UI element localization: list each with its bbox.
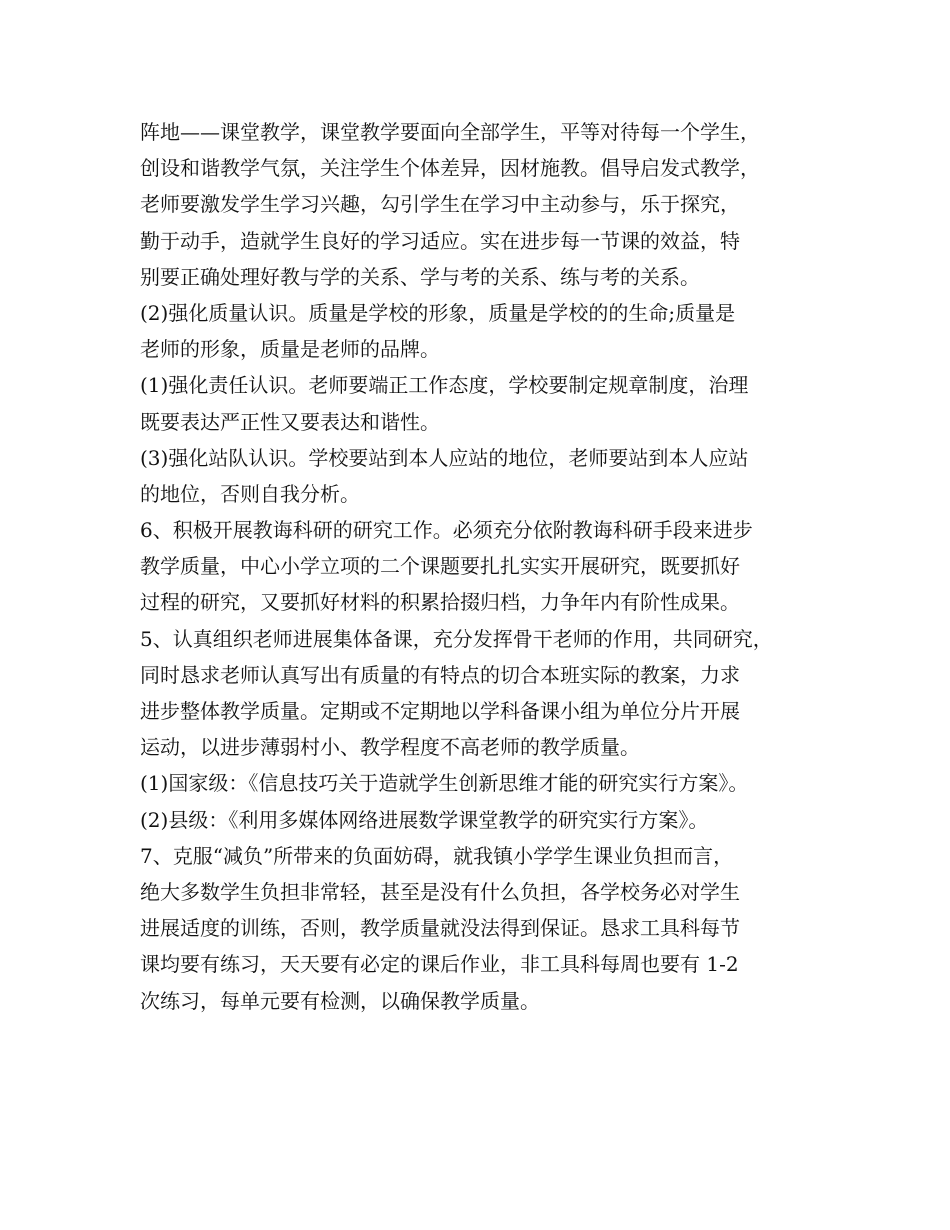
text-line: (1)强化责任认识。老师要端正工作态度，学校要制定规章制度，治理 <box>140 373 749 398</box>
document-body <box>140 114 830 1019</box>
text-line: (2)强化质量认识。质量是学校的形象，质量是学校的的生命;质量是 <box>140 300 736 325</box>
text-line: 次练习，每单元要有检测，以确保教学质量。 <box>140 988 540 1013</box>
text-line: 6、积极开展教诲科研的研究工作。必须充分依附教诲科研手段来进步 <box>140 518 753 543</box>
text-line: 的地位，否则自我分析。 <box>140 481 360 506</box>
text-line: 7、克服“减负”所带来的负面妨碍，就我镇小学学生课业负担而言， <box>140 843 734 868</box>
text-line: 阵地——课堂教学，课堂教学要面向全部学生，平等对待每一个学生， <box>140 120 760 144</box>
text-line: 创设和谐教学气氛，关注学生个体差异，因材施教。倡导启发式教学， <box>140 156 760 181</box>
text-line: 绝大多数学生负担非常轻，甚至是没有什么负担，各学校务必对学生 <box>140 879 740 904</box>
text-line: (3)强化站队认识。学校要站到本人应站的地位，老师要站到本人应站 <box>140 445 749 470</box>
text-line: 教学质量，中心小学立项的二个课题要扎扎实实开展研究，既要抓好 <box>140 554 740 579</box>
text-line: 过程的研究，又要抓好材料的积累拾掇归档，力争年内有阶性成果。 <box>140 590 740 615</box>
text-line: (2)县级：《利用多媒体网络进展数学课堂教学的研究实行方案》。 <box>140 807 709 832</box>
text-line: 5、认真组织老师进展集体备课，充分发挥骨干老师的作用，共同研究， <box>140 626 773 651</box>
text-line: 进展适度的训练，否则，教学质量就没法得到保证。恳求工具科每节 <box>140 916 740 941</box>
text-line: 课均要有练习，天天要有必定的课后作业，非工具科每周也要有 1-2 <box>140 952 739 977</box>
text-line: 进步整体教学质量。定期或不定期地以学科备课小组为单位分片开展 <box>140 699 740 723</box>
text-line: 同时恳求老师认真写出有质量的有特点的切合本班实际的教案，力求 <box>140 662 740 687</box>
text-line: 勤于动手，造就学生良好的学习适应。实在进步每一节课的效益，特 <box>140 228 740 253</box>
text-line: 老师的形象，质量是老师的品牌。 <box>140 337 440 362</box>
text-line: 别要正确处理好教与学的关系、学与考的关系、练与考的关系。 <box>140 264 700 289</box>
text-line: 既要表达严正性又要表达和谐性。 <box>140 409 440 434</box>
text-line: 老师要激发学生学习兴趣，勾引学生在学习中主动参与，乐于探究， <box>140 192 740 217</box>
text-line: 运动，以进步薄弱村小、教学程度不高老师的教学质量。 <box>140 735 640 760</box>
text-line: (1)国家级：《信息技巧关于造就学生创新思维才能的研究实行方案》。 <box>140 771 749 796</box>
